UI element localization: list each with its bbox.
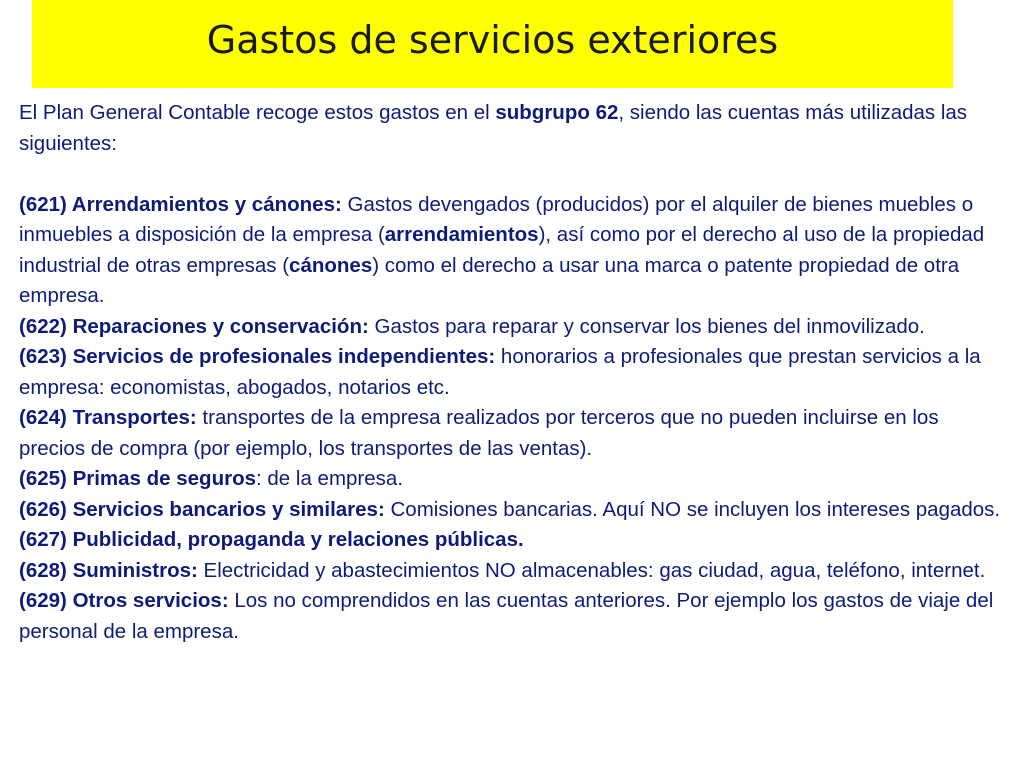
account-name: Publicidad, propaganda y relaciones públicas. xyxy=(72,528,524,551)
account-description: ) como el derecho a usar una marca o patente propiedad de otra empresa. xyxy=(19,253,960,307)
slide-title: Gastos de servicios exteriores xyxy=(206,18,779,62)
account-625 xyxy=(19,464,1009,495)
intro-text: El Plan General Contable recoge estos gastos en el xyxy=(19,101,496,124)
account-code: (624) xyxy=(19,406,73,429)
account-622 xyxy=(19,312,1009,343)
account-description: Los no comprendidos en las cuentas anteriores. Por ejemplo los gastos de viaje del personal de la empresa. xyxy=(19,589,994,643)
account-name: Suministros: xyxy=(72,558,198,582)
account-code: (629) xyxy=(19,589,73,612)
account-highlight: arrendamientos xyxy=(384,223,539,246)
account-code: (628) xyxy=(19,558,73,582)
account-621 xyxy=(19,190,1009,312)
account-code: (623) xyxy=(19,345,73,368)
account-description: honorarios a profesionales que prestan servicios a la empresa: economistas, abogados, notarios etc. xyxy=(19,345,981,399)
account-code: (621) xyxy=(19,192,72,216)
account-628 xyxy=(19,556,1009,587)
account-description: Gastos devengados (producidos) por el alquiler de bienes muebles o inmuebles a disposición de la empresa ( xyxy=(19,192,974,246)
title-banner xyxy=(32,0,953,88)
account-629 xyxy=(19,586,1009,647)
account-name: Reparaciones y conservación: xyxy=(72,314,369,338)
account-627 xyxy=(19,525,1009,556)
account-description: : de la empresa. xyxy=(256,467,404,490)
account-code: (627) xyxy=(19,528,73,551)
intro-bold: subgrupo 62 xyxy=(495,101,619,124)
account-description: ), así como por el derecho al uso de la propiedad industrial de otras empresas ( xyxy=(19,223,985,277)
account-name: Transportes: xyxy=(72,406,197,429)
account-description: Electricidad y abastecimientos NO almacenables: gas ciudad, agua, teléfono, internet. xyxy=(197,558,986,582)
account-description: Comisiones bancarias. Aquí NO se incluyen los intereses pagados. xyxy=(384,497,1001,521)
account-description: transportes de la empresa realizados por terceros que no pueden incluirse en los precios de compra (por ejemplo, los transportes de las ventas). xyxy=(19,406,939,460)
account-623 xyxy=(19,342,1009,403)
account-name: Otros servicios: xyxy=(72,589,229,612)
account-name: Arrendamientos y cánones: xyxy=(71,192,342,216)
account-name: Primas de seguros xyxy=(72,467,257,490)
account-name: Servicios bancarios y similares: xyxy=(72,497,385,521)
account-description: Gastos para reparar y conservar los bienes del inmovilizado. xyxy=(368,314,925,338)
intro-text-end: , siendo las cuentas más utilizadas las siguientes: xyxy=(19,101,968,155)
account-code: (626) xyxy=(19,497,73,521)
account-624 xyxy=(19,403,1009,464)
slide-body xyxy=(19,98,1009,647)
account-name: Servicios de profesionales independientes: xyxy=(72,345,496,368)
account-626 xyxy=(19,495,1009,526)
account-code: (622) xyxy=(19,314,73,338)
account-code: (625) xyxy=(19,467,73,490)
account-highlight: cánones xyxy=(289,253,373,277)
intro-paragraph xyxy=(19,98,1009,159)
